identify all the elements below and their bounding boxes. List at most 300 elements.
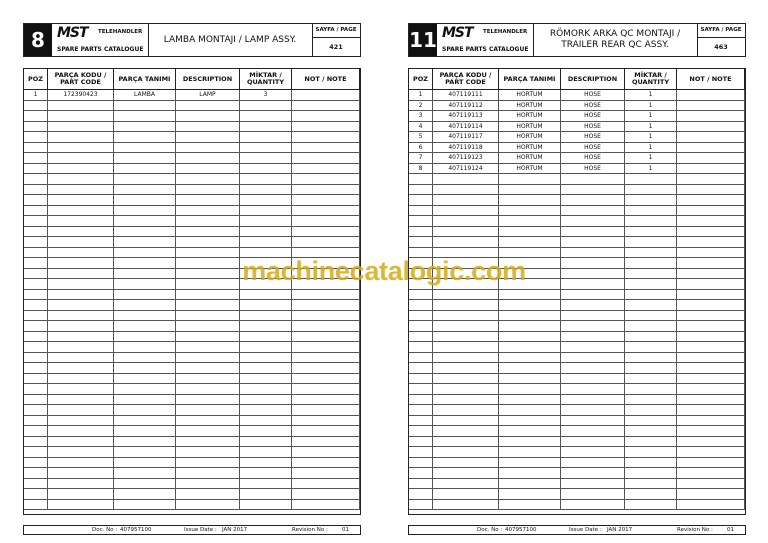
cell-description: HOSE	[561, 90, 625, 100]
cell-part-code	[48, 227, 114, 237]
table-row	[409, 153, 745, 164]
cell-note	[677, 321, 745, 331]
cell-poz	[24, 363, 48, 373]
table-row	[24, 468, 360, 479]
cell-part-name: HORTUM	[499, 111, 561, 121]
cell-part-name	[114, 132, 176, 142]
cell-note	[292, 332, 360, 342]
cell-part-name	[499, 332, 561, 342]
cell-part-code	[48, 164, 114, 174]
cell-note	[677, 174, 745, 184]
cell-poz	[409, 237, 433, 247]
cell-part-code	[433, 321, 499, 331]
table-row	[409, 174, 745, 185]
cell-poz	[409, 426, 433, 436]
table-row	[409, 101, 745, 112]
doc-label: Doc. No :	[477, 527, 503, 533]
cell-note	[292, 363, 360, 373]
cell-part-code	[433, 195, 499, 205]
cell-part-name	[114, 164, 176, 174]
cell-note	[292, 132, 360, 142]
table-body	[409, 90, 745, 510]
revision-label: Revision No :	[292, 527, 328, 533]
cell-part-code	[433, 290, 499, 300]
cell-quantity	[625, 311, 677, 321]
cell-part-name	[499, 237, 561, 247]
cell-part-code: 407119118	[433, 143, 499, 153]
cell-description	[176, 122, 240, 132]
column-header-quantity: MİKTAR / QUANTITY	[625, 69, 677, 90]
table-row	[409, 321, 745, 332]
cell-part-name	[114, 174, 176, 184]
cell-part-code	[48, 174, 114, 184]
cell-quantity: 1	[625, 90, 677, 100]
cell-note	[677, 237, 745, 247]
table-row	[409, 500, 745, 511]
cell-quantity	[625, 447, 677, 457]
table-row	[409, 405, 745, 416]
table-row	[24, 437, 360, 448]
cell-part-name	[499, 437, 561, 447]
cell-description	[176, 132, 240, 142]
cell-quantity	[240, 405, 292, 415]
cell-note	[677, 500, 745, 510]
cell-quantity	[625, 363, 677, 373]
table-row	[409, 311, 745, 322]
cell-description	[561, 342, 625, 352]
cell-note	[677, 384, 745, 394]
table-row	[24, 101, 360, 112]
cell-part-code	[48, 384, 114, 394]
cell-part-code	[48, 332, 114, 342]
table-row	[24, 416, 360, 427]
cell-poz	[409, 174, 433, 184]
cell-poz	[24, 500, 48, 510]
table-row	[409, 479, 745, 490]
cell-quantity	[240, 426, 292, 436]
cell-part-code	[48, 416, 114, 426]
cell-quantity	[240, 153, 292, 163]
cell-part-name	[114, 342, 176, 352]
cell-quantity	[625, 342, 677, 352]
cell-poz	[24, 111, 48, 121]
cell-description	[561, 374, 625, 384]
cell-description	[176, 290, 240, 300]
cell-description	[176, 395, 240, 405]
cell-part-name	[114, 479, 176, 489]
cell-quantity	[625, 426, 677, 436]
table-row	[24, 500, 360, 511]
cell-part-name	[499, 300, 561, 310]
cell-part-code	[433, 468, 499, 478]
cell-description	[561, 321, 625, 331]
cell-description	[176, 500, 240, 510]
cell-quantity	[240, 353, 292, 363]
cell-note	[677, 311, 745, 321]
cell-quantity: 3	[240, 90, 292, 100]
column-header-poz: POZ	[409, 69, 433, 90]
table-row	[409, 132, 745, 143]
page-title: RÖMORK ARKA QC MONTAJI / TRAILER REAR QC ASSY.	[533, 24, 698, 56]
cell-part-name	[499, 479, 561, 489]
cell-part-name	[499, 374, 561, 384]
cell-part-code	[48, 405, 114, 415]
table-row	[409, 468, 745, 479]
cell-quantity	[625, 489, 677, 499]
cell-part-code	[433, 384, 499, 394]
cell-part-name	[499, 416, 561, 426]
cell-part-name: HORTUM	[499, 122, 561, 132]
cell-poz: 1	[24, 90, 48, 100]
cell-part-name	[114, 384, 176, 394]
cell-description	[561, 437, 625, 447]
cell-part-name	[114, 405, 176, 415]
cell-quantity	[240, 122, 292, 132]
cell-quantity	[240, 374, 292, 384]
page-label: SAYFA / PAGE	[697, 24, 745, 38]
table-row	[24, 332, 360, 343]
cell-description	[176, 416, 240, 426]
cell-poz	[409, 332, 433, 342]
cell-poz	[24, 437, 48, 447]
table-row	[24, 90, 360, 101]
table-row	[24, 164, 360, 175]
cell-quantity	[240, 468, 292, 478]
cell-part-name	[114, 227, 176, 237]
cell-poz: 1	[409, 90, 433, 100]
cell-note	[292, 227, 360, 237]
table-row	[24, 395, 360, 406]
cell-description	[176, 405, 240, 415]
cell-description	[561, 489, 625, 499]
cell-note	[292, 90, 360, 100]
table-row	[409, 342, 745, 353]
cell-part-code	[48, 132, 114, 142]
cell-poz	[409, 321, 433, 331]
cell-description	[176, 384, 240, 394]
table-row	[24, 132, 360, 143]
cell-description	[561, 174, 625, 184]
cell-poz	[24, 405, 48, 415]
cell-part-code	[48, 395, 114, 405]
cell-note	[677, 332, 745, 342]
cell-part-code	[48, 195, 114, 205]
column-header-part-name: PARÇA TANIMI	[499, 69, 561, 90]
cell-poz	[409, 405, 433, 415]
cell-poz	[409, 195, 433, 205]
cell-poz	[409, 468, 433, 478]
cell-poz	[24, 164, 48, 174]
cell-description: HOSE	[561, 122, 625, 132]
cell-poz	[409, 416, 433, 426]
cell-part-name	[114, 185, 176, 195]
cell-poz	[24, 447, 48, 457]
cell-note	[677, 363, 745, 373]
cell-note	[677, 353, 745, 363]
cell-poz	[409, 216, 433, 226]
cell-description	[176, 447, 240, 457]
cell-part-name	[499, 363, 561, 373]
cell-poz	[24, 311, 48, 321]
cell-note	[677, 458, 745, 468]
column-header-note: NOT / NOTE	[292, 69, 360, 90]
cell-description: HOSE	[561, 132, 625, 142]
doc-label: Doc. No :	[92, 527, 118, 533]
table-row	[409, 395, 745, 406]
cell-quantity	[240, 489, 292, 499]
brand-subtitle: TELEHANDLER	[483, 29, 528, 35]
cell-quantity	[625, 321, 677, 331]
cell-part-code	[48, 206, 114, 216]
cell-description	[561, 227, 625, 237]
table-row	[409, 489, 745, 500]
cell-part-code	[433, 458, 499, 468]
cell-quantity	[240, 311, 292, 321]
table-row	[409, 111, 745, 122]
table-row	[24, 227, 360, 238]
cell-quantity	[240, 332, 292, 342]
table-row	[24, 237, 360, 248]
cell-description	[176, 332, 240, 342]
table-row	[24, 447, 360, 458]
page-footer	[408, 525, 746, 535]
cell-part-code	[48, 216, 114, 226]
cell-description	[176, 363, 240, 373]
cell-description	[561, 353, 625, 363]
table-row	[24, 290, 360, 301]
column-header-quantity: MİKTAR / QUANTITY	[240, 69, 292, 90]
cell-part-code	[433, 395, 499, 405]
table-row	[24, 489, 360, 500]
cell-note	[292, 174, 360, 184]
cell-description	[561, 468, 625, 478]
table-row	[409, 437, 745, 448]
cell-quantity	[240, 164, 292, 174]
table-row	[409, 458, 745, 469]
cell-note	[292, 321, 360, 331]
section-number: 11	[409, 24, 437, 56]
table-row	[24, 300, 360, 311]
table-row	[24, 206, 360, 217]
cell-description	[561, 363, 625, 373]
cell-part-code	[48, 290, 114, 300]
cell-part-name	[499, 447, 561, 457]
cell-description	[176, 468, 240, 478]
cell-part-name	[499, 216, 561, 226]
cell-poz	[24, 237, 48, 247]
cell-description	[176, 227, 240, 237]
page-footer	[23, 525, 361, 535]
cell-note	[677, 206, 745, 216]
cell-poz: 3	[409, 111, 433, 121]
cell-description	[561, 195, 625, 205]
cell-note	[677, 468, 745, 478]
cell-poz	[24, 353, 48, 363]
cell-description: HOSE	[561, 101, 625, 111]
cell-note	[292, 426, 360, 436]
cell-description	[561, 206, 625, 216]
cell-description	[561, 290, 625, 300]
cell-poz	[24, 206, 48, 216]
cell-poz	[24, 300, 48, 310]
brand-subtitle: TELEHANDLER	[98, 29, 143, 35]
cell-description	[176, 237, 240, 247]
cell-part-name	[114, 122, 176, 132]
cell-quantity	[625, 206, 677, 216]
cell-part-code	[48, 500, 114, 510]
cell-note	[292, 437, 360, 447]
table-row	[409, 416, 745, 427]
cell-part-name	[499, 395, 561, 405]
cell-description	[176, 374, 240, 384]
cell-note	[292, 290, 360, 300]
cell-part-name	[499, 384, 561, 394]
cell-description	[176, 300, 240, 310]
cell-part-code	[48, 353, 114, 363]
cell-quantity	[240, 479, 292, 489]
cell-poz	[24, 132, 48, 142]
cell-description	[561, 311, 625, 321]
issue-label: Issue Date :	[184, 527, 217, 533]
table-row	[409, 122, 745, 133]
cell-part-name	[114, 395, 176, 405]
cell-description: HOSE	[561, 143, 625, 153]
cell-note	[677, 395, 745, 405]
cell-part-code	[433, 342, 499, 352]
cell-note	[677, 132, 745, 142]
cell-description	[176, 164, 240, 174]
cell-part-name	[499, 458, 561, 468]
table-body	[24, 90, 360, 510]
page-header	[408, 23, 746, 57]
revision-label: Revision No :	[677, 527, 713, 533]
cell-part-name	[499, 290, 561, 300]
cell-part-name	[114, 111, 176, 121]
table-row	[24, 311, 360, 322]
cell-part-code	[433, 489, 499, 499]
page-number: 421	[329, 43, 343, 51]
cell-quantity	[625, 185, 677, 195]
table-row	[409, 332, 745, 343]
cell-part-code: 407119123	[433, 153, 499, 163]
cell-note	[677, 342, 745, 352]
cell-part-code	[433, 437, 499, 447]
cell-note	[292, 311, 360, 321]
cell-quantity: 1	[625, 143, 677, 153]
cell-quantity	[240, 111, 292, 121]
cell-quantity	[625, 374, 677, 384]
cell-quantity	[240, 174, 292, 184]
cell-note	[292, 300, 360, 310]
cell-quantity	[240, 185, 292, 195]
cell-note	[292, 489, 360, 499]
column-header-description: DESCRIPTION	[561, 69, 625, 90]
cell-quantity	[625, 500, 677, 510]
cell-part-code	[433, 405, 499, 415]
cell-description	[176, 195, 240, 205]
cell-quantity: 1	[625, 153, 677, 163]
table-row	[409, 164, 745, 175]
cell-quantity	[240, 437, 292, 447]
cell-quantity	[240, 237, 292, 247]
cell-quantity	[625, 227, 677, 237]
cell-poz	[409, 489, 433, 499]
cell-description	[176, 101, 240, 111]
cell-description	[561, 395, 625, 405]
cell-part-code	[48, 363, 114, 373]
table-row	[409, 195, 745, 206]
cell-poz	[24, 143, 48, 153]
cell-quantity	[240, 416, 292, 426]
cell-note	[292, 122, 360, 132]
cell-poz	[24, 332, 48, 342]
cell-poz: 6	[409, 143, 433, 153]
table-row	[24, 363, 360, 374]
cell-poz	[409, 447, 433, 457]
cell-note	[677, 90, 745, 100]
cell-part-code	[433, 447, 499, 457]
cell-part-name	[499, 195, 561, 205]
cell-part-code	[48, 489, 114, 499]
table-row	[409, 185, 745, 196]
cell-part-name	[499, 426, 561, 436]
cell-note	[677, 122, 745, 132]
cell-note	[677, 143, 745, 153]
cell-poz: 7	[409, 153, 433, 163]
cell-part-code	[48, 321, 114, 331]
cell-quantity	[625, 437, 677, 447]
cell-part-name	[499, 311, 561, 321]
cell-note	[292, 468, 360, 478]
cell-description: LAMP	[176, 90, 240, 100]
cell-poz	[24, 416, 48, 426]
page-title: LAMBA MONTAJI / LAMP ASSY.	[148, 24, 313, 56]
cell-poz	[409, 384, 433, 394]
cell-poz	[24, 479, 48, 489]
cell-note	[292, 216, 360, 226]
page-label: SAYFA / PAGE	[312, 24, 360, 38]
cell-part-name	[499, 500, 561, 510]
cell-description	[561, 479, 625, 489]
cell-poz	[409, 395, 433, 405]
cell-quantity	[625, 458, 677, 468]
cell-part-code	[433, 426, 499, 436]
cell-part-name	[114, 237, 176, 247]
cell-part-code	[48, 111, 114, 121]
cell-quantity	[625, 290, 677, 300]
cell-note	[292, 164, 360, 174]
cell-note	[292, 195, 360, 205]
cell-part-name	[499, 353, 561, 363]
cell-part-name	[499, 174, 561, 184]
cell-part-code	[433, 416, 499, 426]
cell-part-name	[114, 489, 176, 499]
cell-note	[292, 395, 360, 405]
cell-note	[677, 111, 745, 121]
issue-date: JAN 2017	[607, 527, 633, 533]
cell-part-code	[433, 174, 499, 184]
table-row	[24, 321, 360, 332]
cell-part-name	[499, 185, 561, 195]
cell-quantity	[625, 405, 677, 415]
cell-part-code	[48, 300, 114, 310]
cell-part-name	[114, 332, 176, 342]
cell-part-code	[48, 122, 114, 132]
cell-part-name	[114, 143, 176, 153]
cell-poz	[24, 384, 48, 394]
revision-number: 01	[342, 527, 349, 533]
cell-poz: 5	[409, 132, 433, 142]
